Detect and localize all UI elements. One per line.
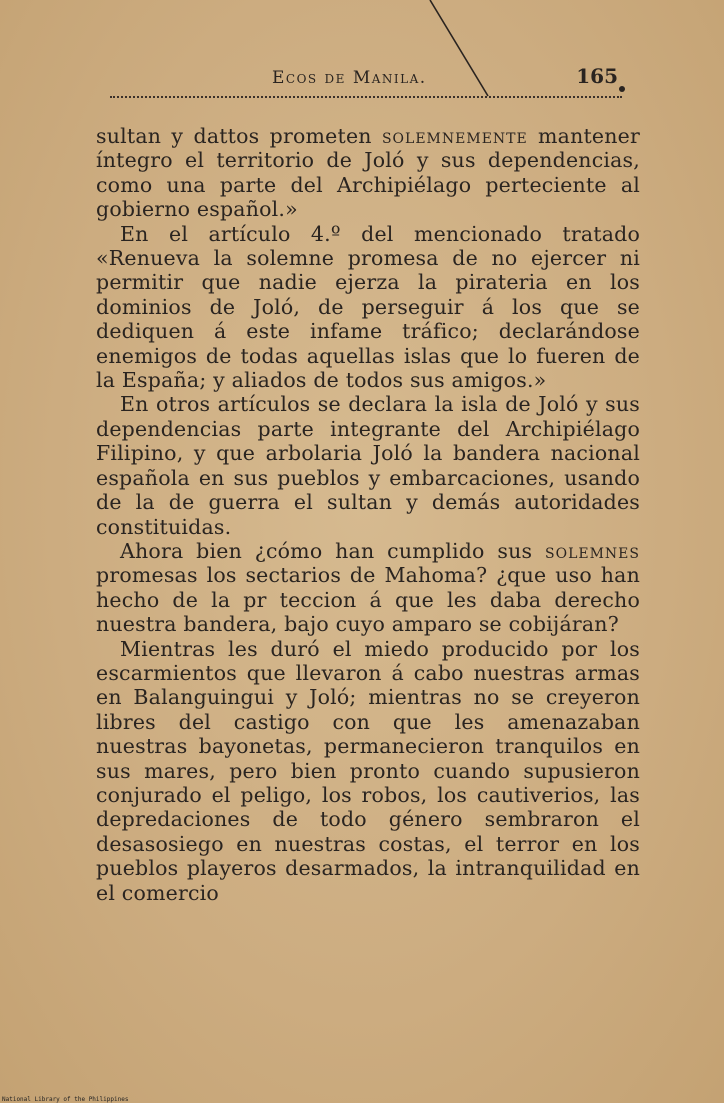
paragraph	[96, 637, 640, 905]
paragraph	[96, 124, 640, 222]
paragraph-text: Mientras les duró el miedo producido por los escarmientos que llevaron á cabo nuestras armas en Balanguingui y Joló; mientras no se creyeron libres del castigo con que les amenazaban nuestras bayonetas, permanecieron tranquilos en sus mares, pero bien pronto cuando supusieron conjurado el peligo, los robos, los cautiverios, las depredaciones de todo género sembraron el desasosiego en nuestras costas, el terror en los pueblos playeros desarmados, la intranquilidad en el comercio	[96, 636, 640, 905]
paragraph	[96, 539, 640, 637]
small-caps-text: solemnes	[545, 538, 640, 563]
paragraph-text: En otros artículos se declara la isla de Joló y sus dependencias parte integrante del Archipiélago Filipino, y que arbolaria Joló la bandera nacional española en sus pueblos y embarcaciones, usando de la de guerra el sultan y demás autoridades constituidas.	[96, 392, 640, 539]
body-text	[96, 124, 640, 905]
running-title: Ecos de Manila.	[272, 68, 427, 88]
small-caps-text: solemnemente	[381, 124, 528, 148]
paragraph-text: En el artículo 4.º del mencionado tratado «Renueva la solemne promesa de no ejercer ni permitir que nadie ejerza la pirateria en los dominios de Joló, de perseguir á los que se dediquen á este infame tráfico; declarándose enemigos de todas aquellas islas que lo fueren de la España; y aliados de todos sus amigos.»	[96, 221, 640, 393]
paragraph-text: promesas los sectarios de Mahoma? ¿que uso han hecho de la pr teccion á que les daba derecho nuestra bandera, bajo cuyo amparo se cobijáran?	[96, 563, 640, 637]
paragraph	[96, 222, 640, 393]
page-number: 165	[576, 64, 618, 88]
paragraph	[96, 392, 640, 538]
header-rule	[110, 96, 622, 101]
footer-credit: National Library of the Philippines	[2, 1096, 129, 1103]
page-header	[96, 64, 626, 94]
paragraph-text: sultan y dattos prometen	[96, 124, 382, 148]
paragraph-text: mantener íntegro el territorio de Joló y sus dependencias, como una parte del Archipiélago perteciente al gobierno español.»	[96, 124, 640, 222]
paragraph-text: Ahora bien ¿cómo han cumplido sus	[120, 538, 546, 563]
